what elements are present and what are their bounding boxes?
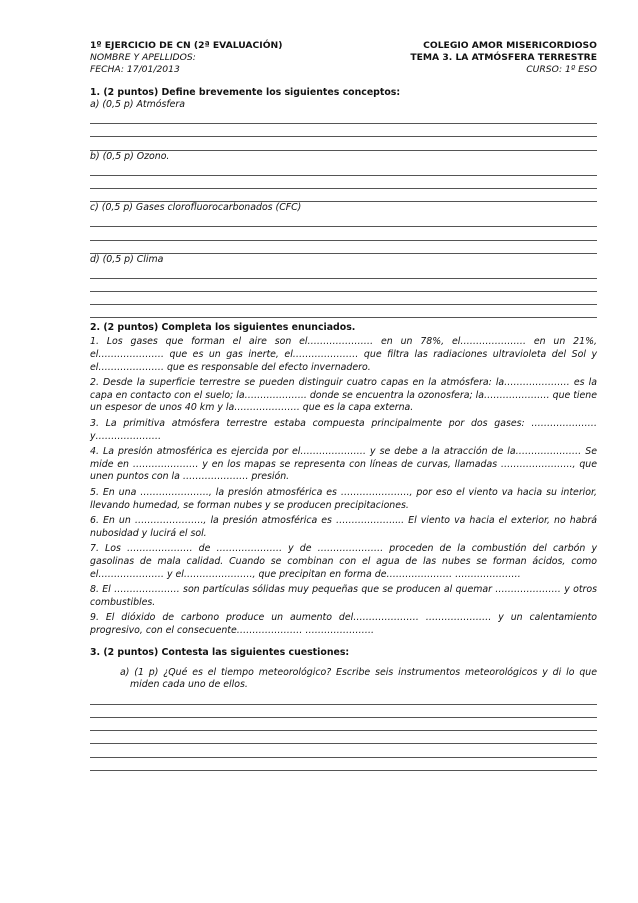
course-label: CURSO: 1º ESO: [526, 64, 597, 75]
name-label: NOMBRE Y APELLIDOS:: [90, 52, 196, 63]
question-1b: b) (0,5 p) Ozono.: [90, 150, 170, 162]
answer-line: [90, 292, 597, 305]
question-1-title: 1. (2 puntos) Define brevemente los siguientes conceptos:: [90, 87, 401, 98]
answer-line: [90, 124, 597, 137]
question-1d: d) (0,5 p) Clima: [90, 253, 164, 265]
question-1a: a) (0,5 p) Atmósfera: [90, 99, 186, 110]
question-3-title: 3. (2 puntos) Contesta las siguientes cuestiones:: [90, 646, 350, 658]
exam-page: [90, 40, 597, 771]
exam-title: 1º EJERCICIO DE CN (2ª EVALUACIÓN): [90, 40, 283, 51]
answer-line: [90, 163, 597, 176]
school-name: COLEGIO AMOR MISERICORDIOSO: [423, 40, 597, 51]
question-1c: c) (0,5 p) Gases clorofluorocarbonados (CFC): [90, 202, 302, 214]
answer-line: [90, 189, 597, 202]
answer-line: [90, 227, 597, 240]
answer-line: [90, 744, 597, 757]
answer-1a[interactable]: [90, 111, 597, 151]
answer-line: [90, 705, 597, 718]
answer-line: [90, 718, 597, 731]
answer-line: [90, 137, 597, 150]
answer-1d[interactable]: [90, 266, 597, 319]
answer-line: [90, 758, 597, 771]
statement-3: 3. La primitiva atmósfera terrestre estaba compuesta principalmente por dos gases: ………………… y…………………: [90, 418, 597, 442]
answer-line: [90, 214, 597, 227]
exam-header: [90, 40, 597, 76]
statement-5: 5. En una …………………., la presión atmosférica es …………………., por eso el viento va hacia su interior, llevando humedad, se forman nubes y se producen precipitaciones.: [90, 486, 597, 511]
statement-9: 9. El dióxido de carbono produce un aumento del………………… ………………… y un calentamiento progresivo, con el consecuente………………… ………………….: [90, 612, 597, 636]
statement-6: 6. En un …………………., la presión atmosférica es ……………….... El viento va hacia el exterior, no habrá nubosidad y lucirá el sol.: [90, 515, 597, 539]
date-label: FECHA: 17/01/2013: [90, 64, 180, 75]
topic-title: TEMA 3. LA ATMÓSFERA TERRESTRE: [410, 52, 597, 63]
statement-4: 4. La presión atmosférica es ejercida por el………………… y se debe a la atracción de la………………… Se mide en ………………… y en los mapas se representa con líneas de curvas, llamadas ………………….., que unen puntos con la ………………… presión.: [90, 446, 597, 483]
answer-3a[interactable]: [90, 692, 597, 771]
answer-line: [90, 266, 597, 279]
answer-line: [90, 176, 597, 189]
statement-8: 8. El ………………… son partículas sólidas muy pequeñas que se producen al quemar ………………… y otros combustibles.: [90, 584, 597, 608]
answer-line: [90, 279, 597, 292]
answer-line: [90, 111, 597, 124]
question-3a: a) (1 p) ¿Qué es el tiempo meteorológico? Escribe seis instrumentos meteorológicos y di lo que miden cada uno de ellos.: [120, 666, 597, 691]
statement-7: 7. Los ………………… de ………………… y de ………………… proceden de la combustión del carbón y gasolinas de mala calidad. Cuando se combinan con el agua de las nubes se forman ácidos, como el………………… y el…………………., que precipitan en forma de………………… …………………: [90, 543, 597, 580]
question-2-title: 2. (2 puntos) Completa los siguientes enunciados.: [90, 322, 356, 334]
answer-1c[interactable]: [90, 214, 597, 254]
statement-1: 1. Los gases que forman el aire son el………………… en un 78%, el………………… en un 21%, el………………… que es un gas inerte, el………………… que filtra las radiaciones ultravioleta del Sol y el………………… que es responsable del efecto invernadero.: [90, 336, 597, 373]
statement-2: 2. Desde la superficie terrestre se pueden distinguir cuatro capas en la atmósfera: la………………… es la capa en contacto con el suelo; la……………….. donde se encuentra la ozonosfera; la………………… que tiene un espesor de unos 40 km y la………………… que es la capa externa.: [90, 377, 598, 414]
answer-1b[interactable]: [90, 163, 597, 203]
answer-line: [90, 692, 597, 705]
answer-line: [90, 241, 597, 254]
answer-line: [90, 731, 597, 744]
answer-line: [90, 305, 597, 318]
